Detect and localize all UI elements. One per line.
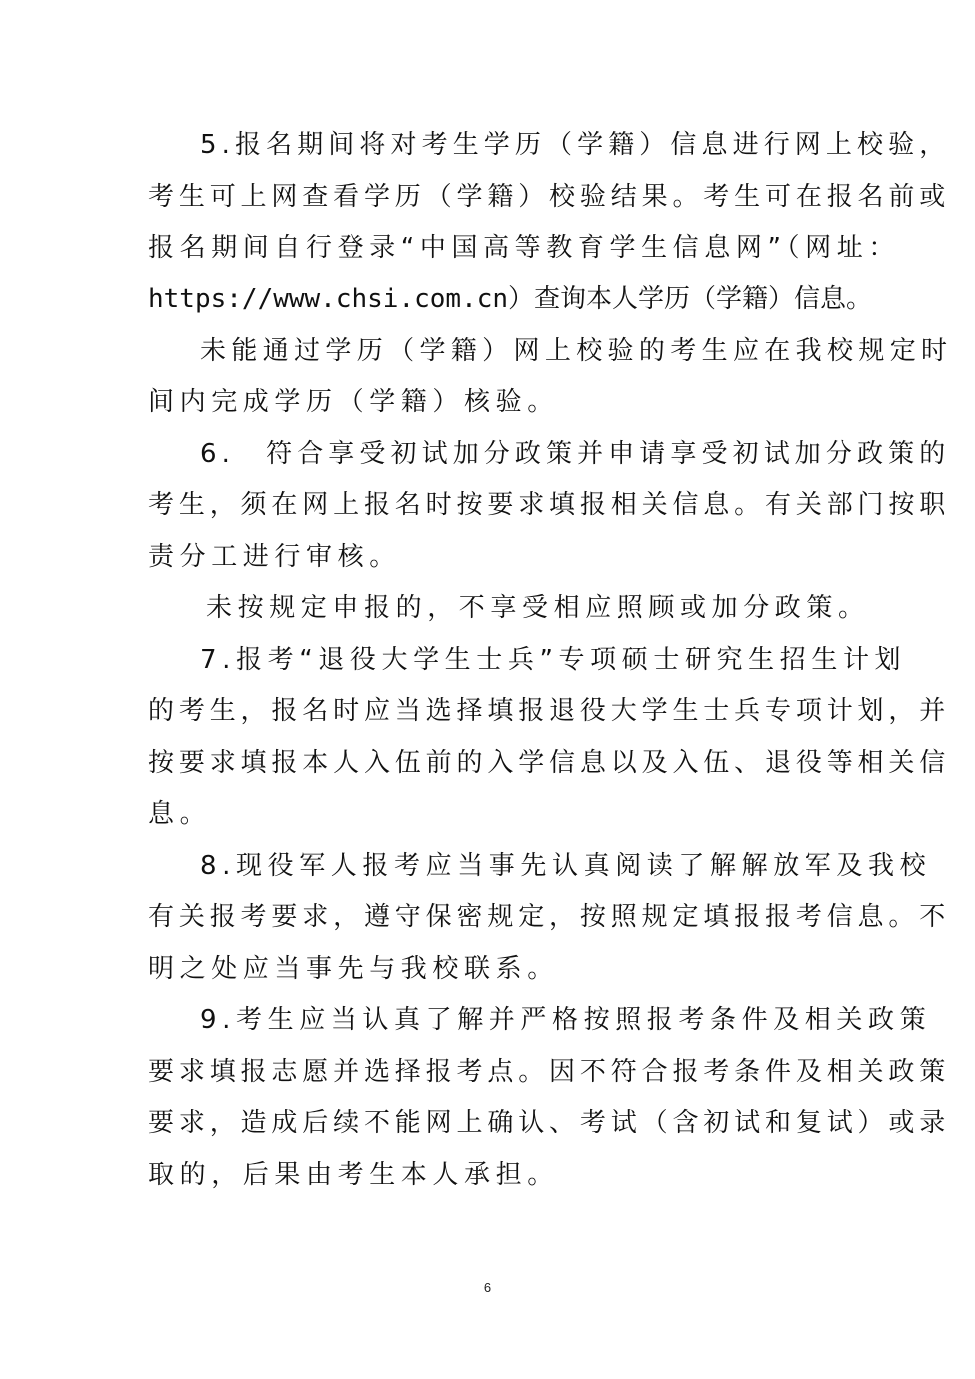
- text-line: 5.报名期间将对考生学历（学籍）信息进行网上校验，: [200, 130, 951, 160]
- text-line: 9.考生应当认真了解并严格按照报考条件及相关政策: [200, 1005, 932, 1035]
- text-line: 未能通过学历（学籍）网上校验的考生应在我校规定时: [200, 336, 953, 366]
- text-line: 考生，须在网上报名时按要求填报相关信息。有关部门按职: [148, 490, 951, 520]
- text-line: 间内完成学历（学籍）核验。: [148, 387, 559, 417]
- text-line: 息。: [148, 799, 212, 829]
- page-number: 6: [483, 1280, 492, 1295]
- text-line: 要求填报志愿并选择报考点。因不符合报考条件及相关政策: [148, 1057, 951, 1087]
- text-line: 按要求填报本人入伍前的入学信息以及入伍、退役等相关信: [148, 748, 951, 778]
- text-line: 明之处应当事先与我校联系。: [148, 954, 559, 984]
- text-line: 未按规定申报的，不享受相应照顾或加分政策。: [206, 593, 870, 623]
- text-line: 考生可上网查看学历（学籍）校验结果。考生可在报名前或: [148, 182, 951, 212]
- text-line: 8.现役军人报考应当事先认真阅读了解解放军及我校: [200, 851, 932, 881]
- text-line: 报名期间自行登录“中国高等教育学生信息网”（网址：: [148, 233, 900, 263]
- text-line: 要求，造成后续不能网上确认、考试（含初试和复试）或录: [148, 1108, 951, 1138]
- text-line: 取的，后果由考生本人承担。: [148, 1160, 559, 1190]
- text-line: 7.报考“退役大学生士兵”专项硕士研究生招生计划: [200, 645, 907, 675]
- text-line: 责分工进行审核。: [148, 542, 401, 572]
- text-line-url: https://www.chsi.com.cn）查询本人学历（学籍）信息。: [148, 284, 873, 314]
- text-line: 有关报考要求，遵守保密规定，按照规定填报报考信息。不: [148, 902, 951, 932]
- text-line: 的考生，报名时应当选择填报退役大学生士兵专项计划，并: [148, 696, 951, 726]
- text-line: 6. 符合享受初试加分政策并申请享受初试加分政策的: [200, 439, 951, 469]
